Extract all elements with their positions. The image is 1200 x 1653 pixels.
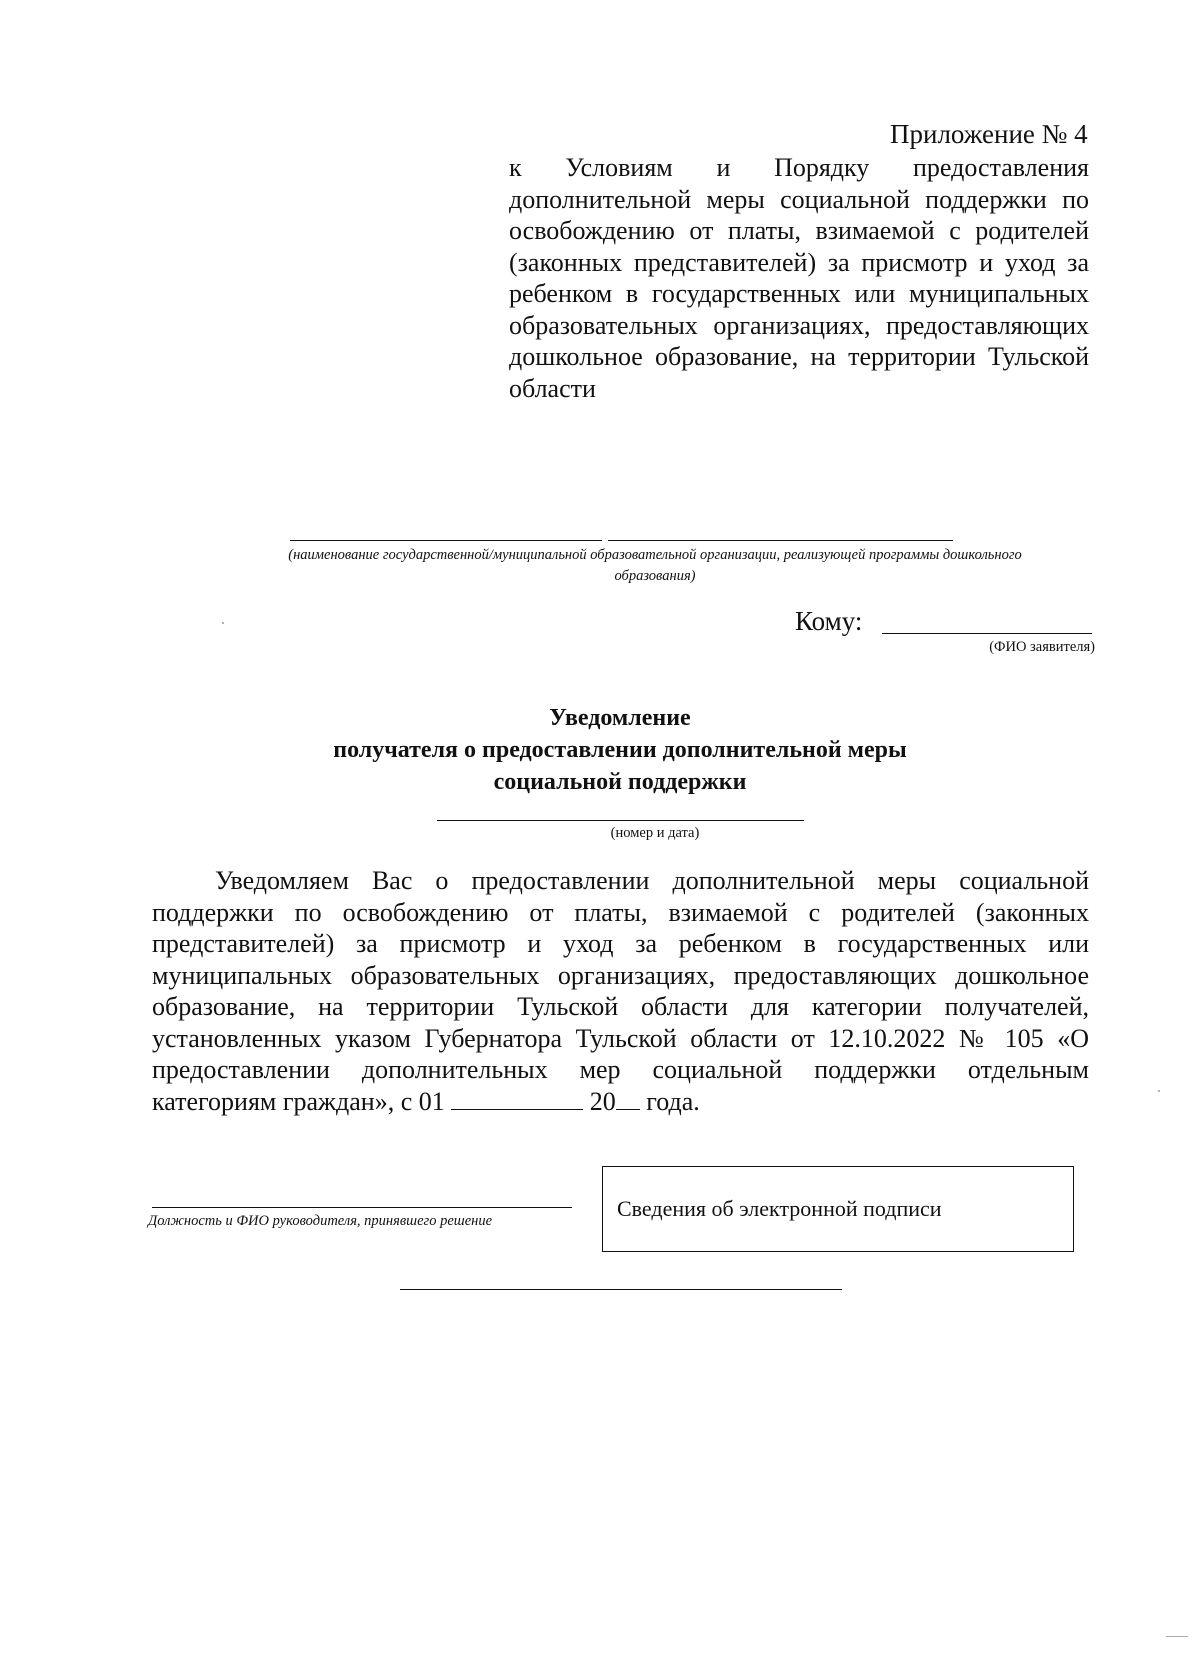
electronic-signature-label: Сведения об электронной подписи [617, 1196, 942, 1221]
year-suffix: года. [646, 1086, 700, 1116]
notice-title-line: социальной поддержки [493, 769, 747, 795]
signature-line [152, 1207, 572, 1208]
organization-name-line [608, 540, 953, 541]
appendix-reference: к Условиям и Порядку предоставления дополнительной меры социальной поддержки по освобождению от платы, взимаемой с родителей (законных представителей) за присмотр и уход за ребенком в государственных или муниципальных образовательных организациях, предоставляющих дошкольное образование, на территории Тульской области [509, 153, 1089, 403]
recipient-caption: (ФИО заявителя) [989, 639, 1095, 655]
scan-speck [222, 622, 224, 624]
electronic-signature-box [602, 1166, 1074, 1252]
bottom-separator-line [400, 1289, 842, 1290]
year-blank [616, 1089, 640, 1110]
month-blank [451, 1089, 583, 1110]
scan-edge-mark [1166, 1636, 1188, 1637]
organization-name-line [290, 540, 602, 541]
notice-title-line: получателя о предоставлении дополнительной меры [333, 737, 907, 763]
appendix-title: Приложение № 4 [890, 119, 1088, 149]
notice-body-text: Уведомляем Вас о предоставлении дополнительной меры социальной поддержки по освобождению от платы, взимаемой с родителей (законных представителей) за присмотр и уход за ребенком в государственных или муниципальных образовательных организациях, предоставляющих дошкольное образование, на территории Тульской области для категории получателей, установленных указом Губернатора Тульской области от 12.10.2022 № 105 «О предоставлении дополнительных мер социальной поддержки отдельным категориям граждан», [152, 866, 1089, 1116]
recipient-name-line [882, 633, 1092, 634]
scan-speck [1158, 1090, 1160, 1092]
year-prefix: 20 [589, 1086, 616, 1116]
notice-body [152, 865, 1089, 1117]
notice-title-line: Уведомление [549, 705, 691, 731]
notice-title [200, 702, 1040, 798]
number-date-line [437, 820, 804, 821]
date-prefix: с 01 [400, 1086, 445, 1116]
signature-caption: Должность и ФИО руководителя, принявшего решение [148, 1213, 493, 1229]
organization-caption: (наименование государственной/муниципальной образовательной организации, реализующей программы дошкольного образования) [288, 547, 1022, 584]
recipient-label: Кому: [795, 606, 863, 636]
number-date-caption: (номер и дата) [610, 825, 700, 841]
